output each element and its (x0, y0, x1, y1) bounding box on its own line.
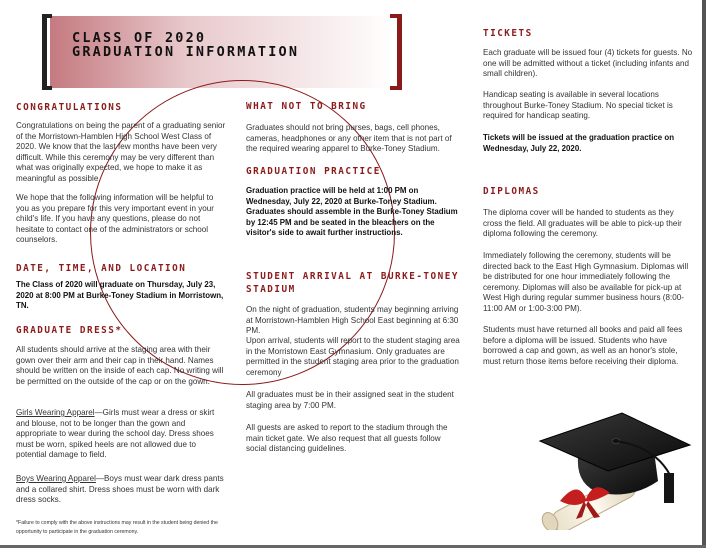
diplomas-paragraph-2: Immediately following the ceremony, students will be directed back to the East High Gymnasium. Diplomas will be distributed for one hour immediately following the ceremony. Diplomas will also be available for pick-up at West High during regular summer business hours (8:00-11:00 AM or 1:00-3:00 PM). (483, 251, 689, 313)
graduate-dress-paragraph: All students should arrive at the staging area with their gown over their arm and their cap in their hand. Names should be written on the inside of each cap. No writing will be permitted on the outside of the cap or on the gown. (16, 345, 224, 386)
boys-apparel-text: —Boys must wear dark dress pants and a collared shirt. Dress shoes must be worn with dark dress socks. (16, 474, 224, 504)
graduation-practice-text: Graduation practice will be held at 1:00 PM on Wednesday, July 22, 2020 at Burke-Toney Stadium. Graduates should assemble in the Burke-Toney Stadium by 12:45 PM and be seated in the bleachers on the visitor's side to await further instructions. (246, 186, 458, 237)
title-bracket-right (390, 14, 402, 90)
graduation-cap-icon (530, 405, 695, 530)
congratulations-paragraph-1: Congratulations on being the parent of a graduating senior of the Morristown-Hamblen High School West Class of 2020. We know that the last few months have been very difficult. While this ceremony may be very different than what was originally expected, we hope to make it as meaningful as possible. (16, 121, 226, 183)
boys-apparel-paragraph (16, 474, 226, 506)
student-arrival-heading-2: STADIUM (246, 284, 296, 295)
congratulations-paragraph-2: We hope that the following information will be helpful to you as you prepare for this very important event in your child's life. If you have any questions, please do not hesitate to contact one of the administrators or school counselors. (16, 193, 214, 244)
graduation-illustration (530, 405, 695, 530)
diplomas-paragraph-3: Students must have returned all books and paid all fees before a diploma will be issued. Students who have borrowed a cap and gown, as well as an honor's stole, must return those items before receiving their diploma. (483, 325, 683, 366)
tickets-paragraph-2: Handicap seating is available in several locations throughout Burke-Toney Stadium. No special ticket is required for handicap seating. (483, 90, 673, 120)
arrival-paragraph-4: All guests are asked to report to the stadium through the main ticket gate. We also request that all guests follow social distancing guidelines. (246, 423, 448, 453)
girls-apparel-paragraph (16, 408, 226, 461)
what-not-to-bring-heading: WHAT NOT TO BRING (246, 101, 367, 112)
congratulations-heading: CONGRATULATIONS (16, 102, 123, 113)
page-title-line1: CLASS OF 2020 (72, 30, 207, 46)
boys-apparel-label: Boys Wearing Apparel (16, 474, 96, 483)
girls-apparel-text: —Girls must wear a dress or skirt and blouse, not to be longer than the gown and appropriate to wear during the school day. Dress shoes must be worn, spiked heels are not allowed due to potential damage to field. (16, 408, 215, 459)
tickets-paragraph-1: Each graduate will be issued four (4) tickets for guests. No one will be admitted without a ticket (including infants and small children). (483, 48, 693, 78)
arrival-paragraph-2: Upon arrival, students will report to the student staging area in the Morristown East Gymnasium. Only graduates are permitted in the student staging area prior to the graduation ceremony (246, 336, 460, 377)
page-edge-right (702, 0, 706, 548)
tickets-paragraph-3: Tickets will be issued at the graduation practice on Wednesday, July 22, 2020. (483, 133, 675, 153)
diplomas-paragraph-1: The diploma cover will be handed to students as they cross the field. All graduates will be able to pick-up their diploma following the ceremony. (483, 208, 682, 238)
page-title-line2: GRADUATION INFORMATION (72, 44, 300, 60)
date-time-location-text: The Class of 2020 will graduate on Thursday, July 23, 2020 at 8:00 PM at Burke-Toney Stadium in Morristown, TN. (16, 280, 224, 310)
tickets-heading: TICKETS (483, 28, 533, 39)
title-bracket-left (42, 14, 52, 90)
graduate-dress-heading: GRADUATE DRESS* (16, 325, 123, 336)
what-not-to-bring-text: Graduates should not bring purses, bags, cell phones, cameras, headphones or any other item that is not part of the required wearing apparel to Burke-Toney Stadium. (246, 123, 452, 153)
girls-apparel-label: Girls Wearing Apparel (16, 408, 95, 417)
date-time-location-heading: DATE, TIME, AND LOCATION (16, 263, 187, 274)
student-arrival-heading-1: STUDENT ARRIVAL AT BURKE-TONEY (246, 271, 459, 282)
graduation-practice-heading: GRADUATION PRACTICE (246, 166, 381, 177)
dress-footnote: *Failure to comply with the above instructions may result in the student being denied the opportunity to participate in the graduation ceremony. (16, 520, 218, 535)
arrival-paragraph-3: All graduates must be in their assigned seat in the student staging area by 7:00 PM. (246, 390, 454, 410)
diplomas-heading: DIPLOMAS (483, 186, 540, 197)
arrival-paragraph-1: On the night of graduation, students may beginning arriving at Morristown-Hamblen High School East beginning at 6:30 PM. (246, 305, 459, 335)
